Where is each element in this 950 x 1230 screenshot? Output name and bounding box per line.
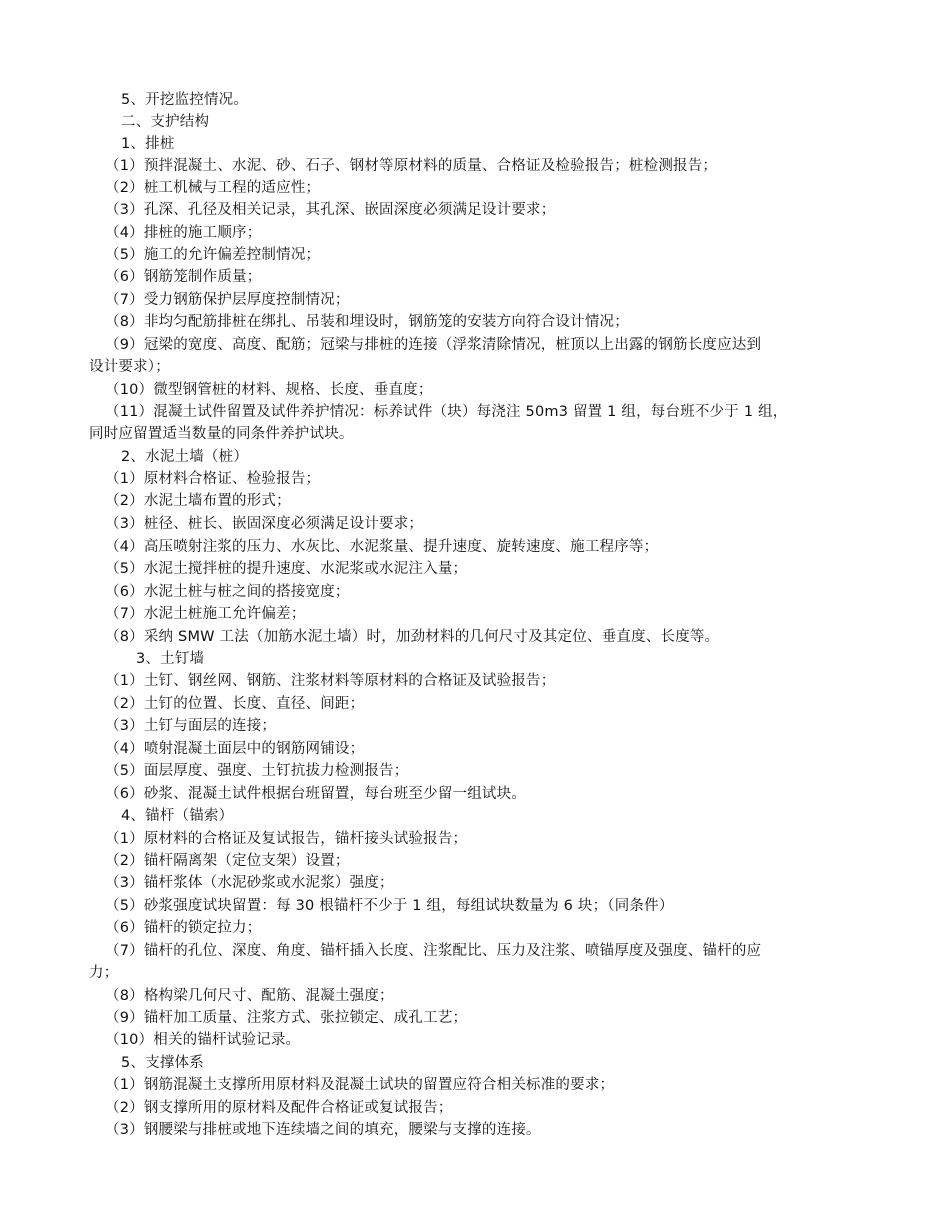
list-item: （1）预拌混凝土、水泥、砂、石子、钢材等原材料的质量、合格证及检验报告；桩检测报告； [105, 158, 718, 174]
subsection-heading: 2、水泥土墙（桩） [121, 449, 249, 465]
list-item: （4）排桩的施工顺序； [105, 225, 262, 241]
list-item: （3）钢腰梁与排桩或地下连续墙之间的填充，腰梁与支撑的连接。 [105, 1122, 541, 1138]
list-item: （2）锚杆隔离架（定位支架）设置； [105, 853, 350, 869]
subsection-heading: 5、支撑体系 [121, 1055, 204, 1071]
subsection-heading: 1、排桩 [121, 136, 175, 152]
list-item: （6）水泥土桩与桩之间的搭接宽度； [105, 584, 350, 600]
subsection-heading: 3、土钉墙 [136, 651, 205, 667]
list-item: （7）锚杆的孔位、深度、角度、锚杆插入长度、注浆配比、压力及注浆、喷锚厚度及强度、锚杆的应 [105, 943, 762, 959]
list-item: （1）原材料合格证、检验报告； [105, 471, 321, 487]
list-item: （3）桩径、桩长、嵌固深度必须满足设计要求； [105, 516, 424, 532]
list-item: （2）钢支撑所用的原材料及配件合格证或复试报告； [105, 1100, 453, 1116]
list-item: （3）孔深、孔径及相关记录，其孔深、嵌固深度必须满足设计要求； [105, 202, 556, 218]
list-item: （10）相关的锚杆试验记录。 [105, 1032, 301, 1048]
list-item: （1）原材料的合格证及复试报告，锚杆接头试验报告； [105, 831, 468, 847]
list-item: （4）喷射混凝土面层中的钢筋网铺设； [105, 741, 365, 757]
list-item: （5）面层厚度、强度、土钉抗拔力检测报告； [105, 763, 409, 779]
list-item: （4）高压喷射注浆的压力、水灰比、水泥浆量、提升速度、旋转速度、施工程序等； [105, 539, 659, 555]
list-item: （8）格构梁几何尺寸、配筋、混凝土强度； [105, 988, 394, 1004]
list-item: （9）锚杆加工质量、注浆方式、张拉锁定、成孔工艺； [105, 1010, 468, 1026]
list-item: （1）钢筋混凝土支撑所用原材料及混凝土试块的留置应符合相关标准的要求； [105, 1077, 615, 1093]
list-item-continuation: 同时应留置适当数量的同条件养护试块。 [89, 426, 354, 442]
list-item: （9）冠梁的宽度、高度、配筋；冠梁与排桩的连接（浮浆清除情况，桩顶以上出露的钢筋长度应达到 [105, 337, 762, 353]
subsection-heading: 4、锚杆（锚索） [121, 808, 234, 824]
list-item: （5）砂浆强度试块留置：每 30 根锚杆不少于 1 组，每组试块数量为 6 块；（同条件） [105, 898, 674, 914]
list-item: （5）施工的允许偏差控制情况； [105, 247, 321, 263]
list-item: （1）土钉、钢丝网、钢筋、注浆材料等原材料的合格证及试验报告； [105, 673, 556, 689]
list-item: （5）水泥土搅拌桩的提升速度、水泥浆或水泥注入量； [105, 561, 468, 577]
list-item: （2）水泥土墙布置的形式； [105, 493, 291, 509]
list-item: （6）砂浆、混凝土试件根据台班留置，每台班至少留一组试块。 [105, 786, 527, 802]
list-item: （2）桩工机械与工程的适应性； [105, 180, 321, 196]
list-item: （6）锚杆的锁定拉力； [105, 920, 262, 936]
list-item: （7）受力钢筋保护层厚度控制情况； [105, 292, 350, 308]
list-item: （8）采纳 SMW 工法（加筋水泥土墙）时，加劲材料的几何尺寸及其定位、垂直度、长度等。 [105, 629, 720, 645]
list-item: （2）土钉的位置、长度、直径、间距； [105, 696, 365, 712]
list-item: （10）微型钢管桩的材料、规格、长度、垂直度； [105, 382, 433, 398]
list-item: （11）混凝土试件留置及试件养护情况：标养试件（块）每浇注 50m3 留置 1 组，每台班不少于 1 组， [105, 404, 788, 420]
list-item-continuation: 力； [89, 965, 119, 981]
list-item-continuation: 设计要求）； [89, 359, 170, 375]
section-heading: 二、支护结构 [121, 114, 210, 130]
item-heading: 5、开挖监控情况。 [121, 92, 249, 108]
list-item: （3）土钉与面层的连接； [105, 718, 277, 734]
list-item: （3）锚杆浆体（水泥砂浆或水泥浆）强度； [105, 875, 394, 891]
list-item: （8）非均匀配筋排桩在绑扎、吊装和埋设时，钢筋笼的安装方向符合设计情况； [105, 314, 629, 330]
list-item: （7）水泥土桩施工允许偏差； [105, 606, 306, 622]
list-item: （6）钢筋笼制作质量； [105, 269, 262, 285]
